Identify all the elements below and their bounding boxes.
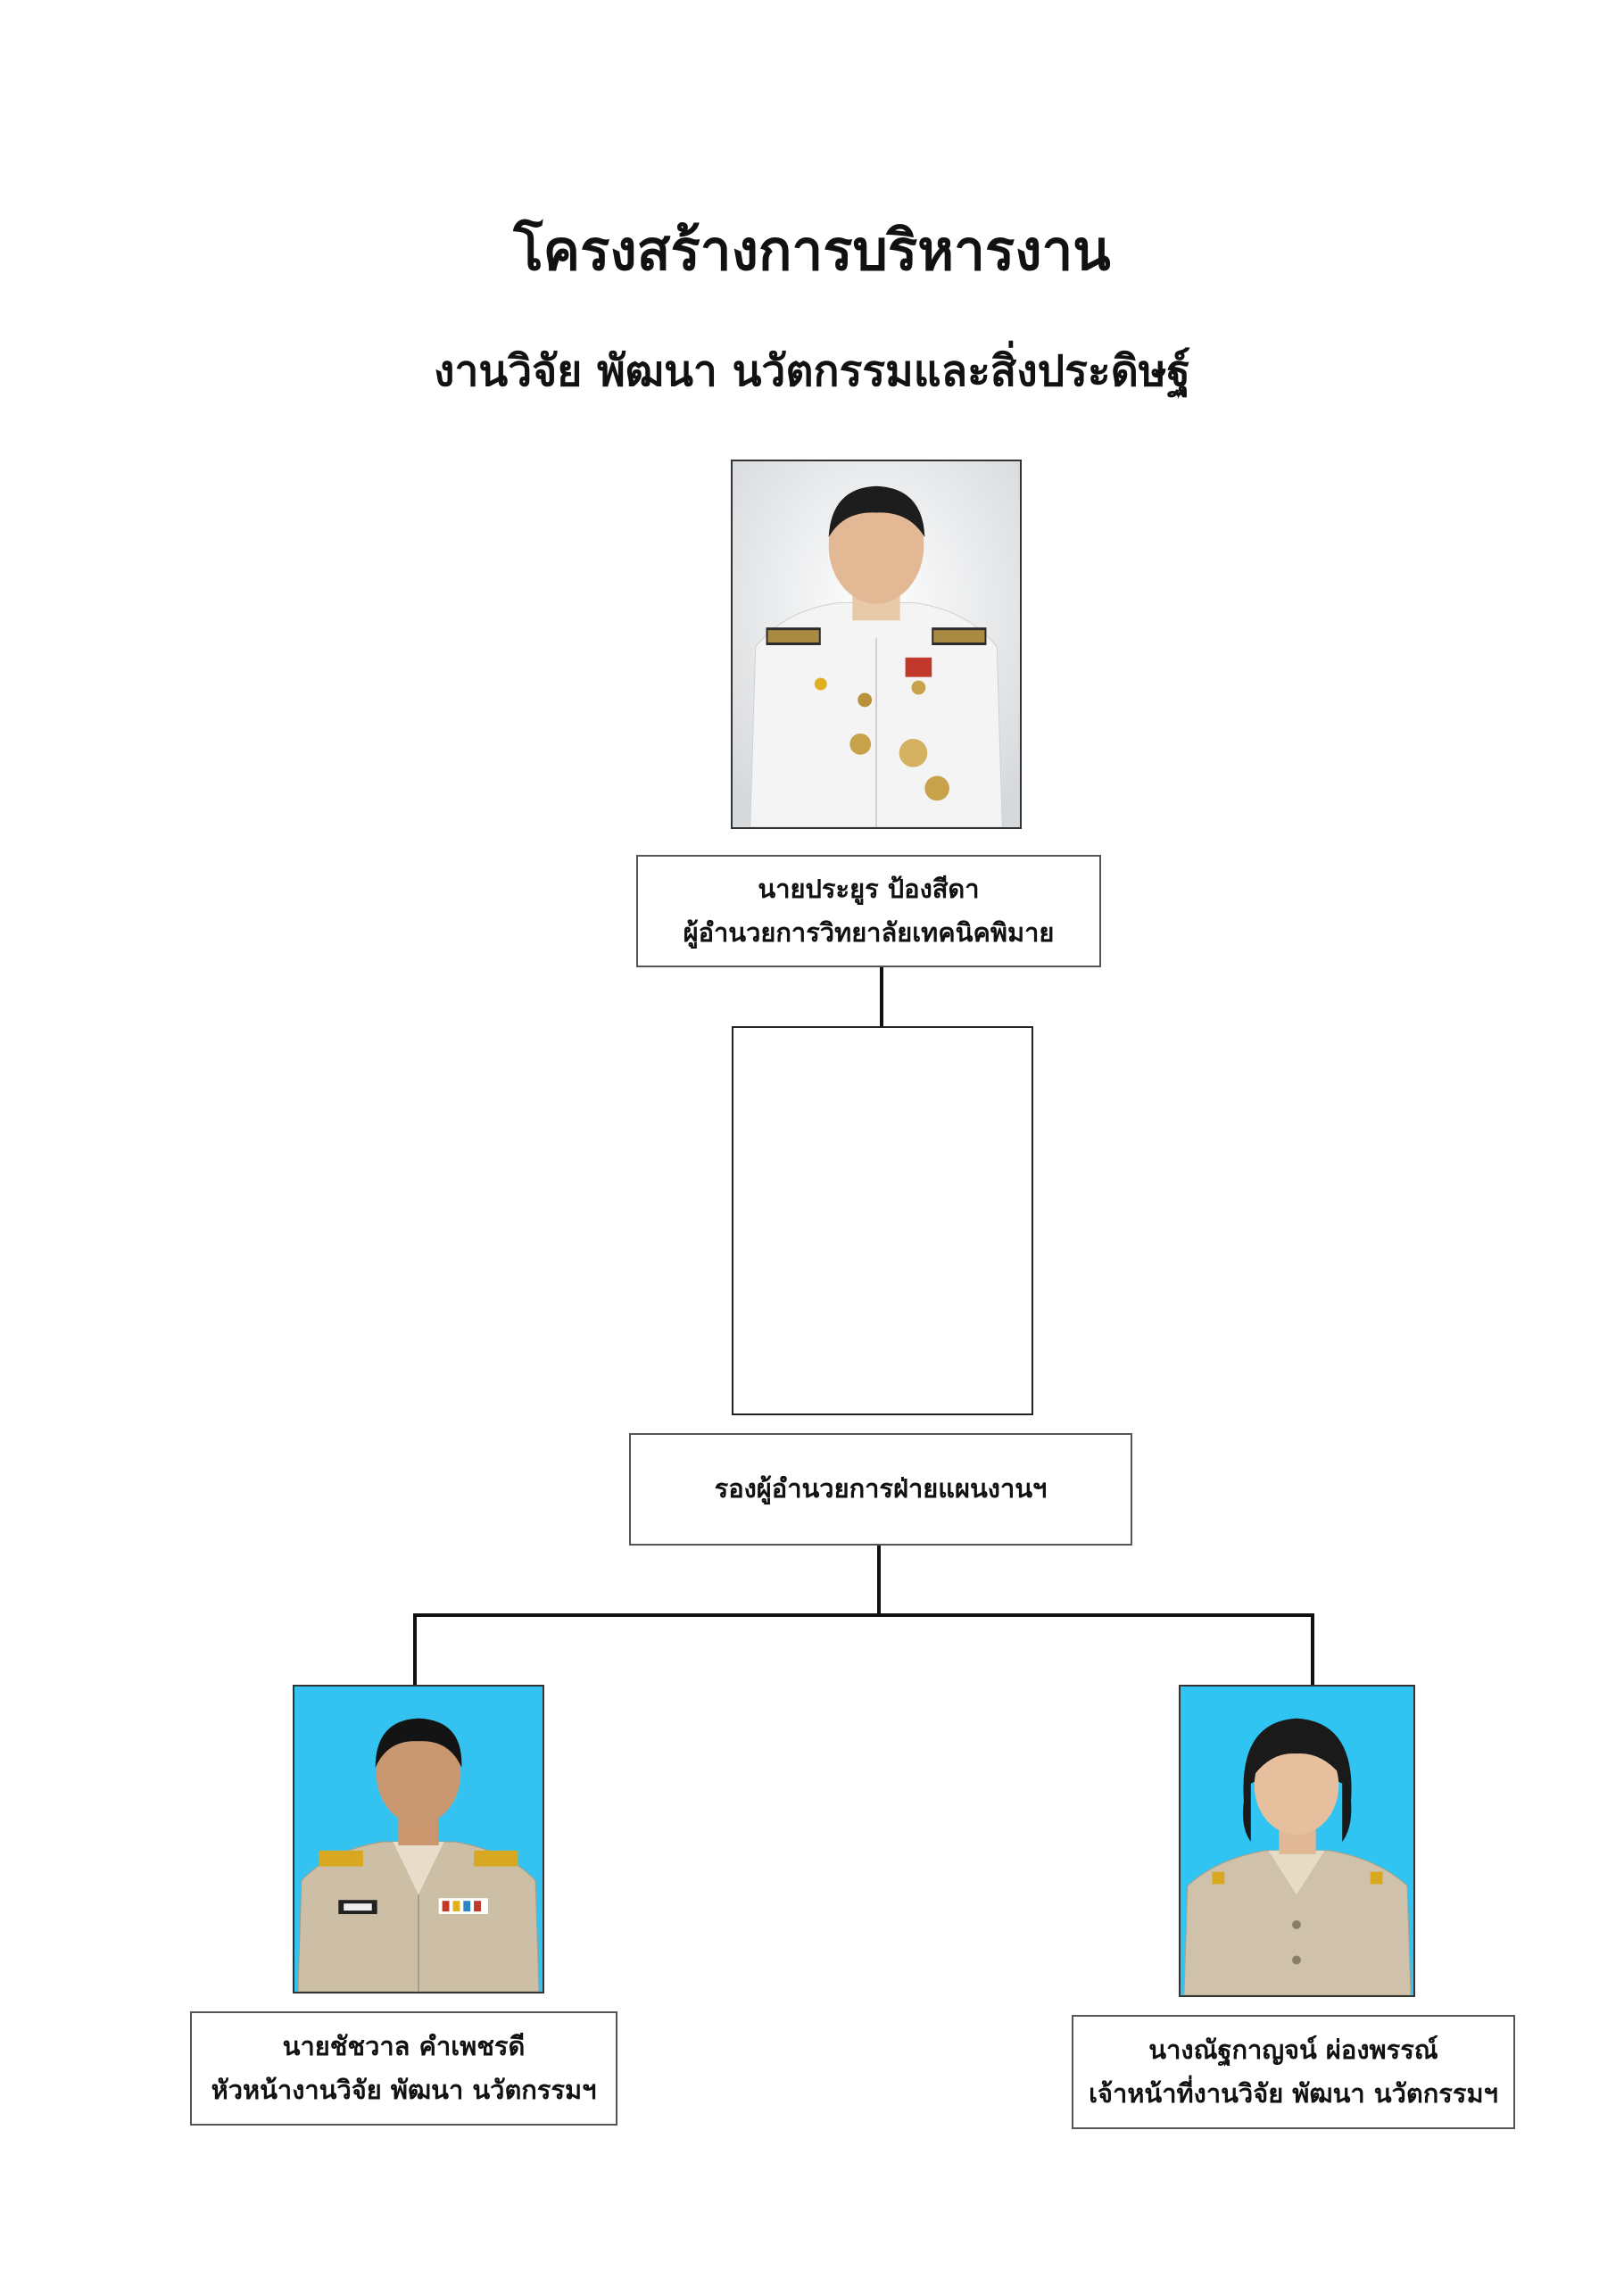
staff-photo [1179,1685,1415,1997]
connector-to-staff [1311,1613,1314,1687]
head-position: หัวหน้างานวิจัย พัฒนา นวัตกรรมฯ [211,2075,597,2105]
page-subtitle: งานวิจัย พัฒนา นวัตกรรมและสิ่งประดิษฐ์ [434,346,1190,396]
head-label-box [190,2011,617,2126]
staff-name: นางณัฐกาญจน์ ผ่องพรรณ์ [1148,2034,1438,2065]
head-photo [293,1685,544,1993]
deputy-label-box [629,1433,1132,1546]
staff-label-box [1072,2015,1515,2129]
connector-director-to-deputy [880,967,883,1028]
staff-position: เจ้าหน้าที่งานวิจัย พัฒนา นวัตกรรมฯ [1089,2078,1498,2109]
deputy-photo-placeholder [732,1026,1033,1415]
director-label-box [636,855,1101,967]
head-name: นายชัชวาล คำเพชรดี [282,2030,526,2061]
deputy-position: รองผู้อำนวยการฝ่ายแผนงานฯ [714,1473,1048,1504]
page-title: โครงสร้างการบริหารงาน [513,218,1111,283]
director-name: นายประยูร ป้องสีดา [758,873,980,904]
director-position: ผู้อำนวยการวิทยาลัยเทคนิคพิมาย [683,917,1055,948]
connector-to-head [413,1613,417,1687]
connector-horizontal [413,1613,1314,1617]
connector-deputy-down [877,1546,881,1615]
director-photo [731,460,1022,829]
